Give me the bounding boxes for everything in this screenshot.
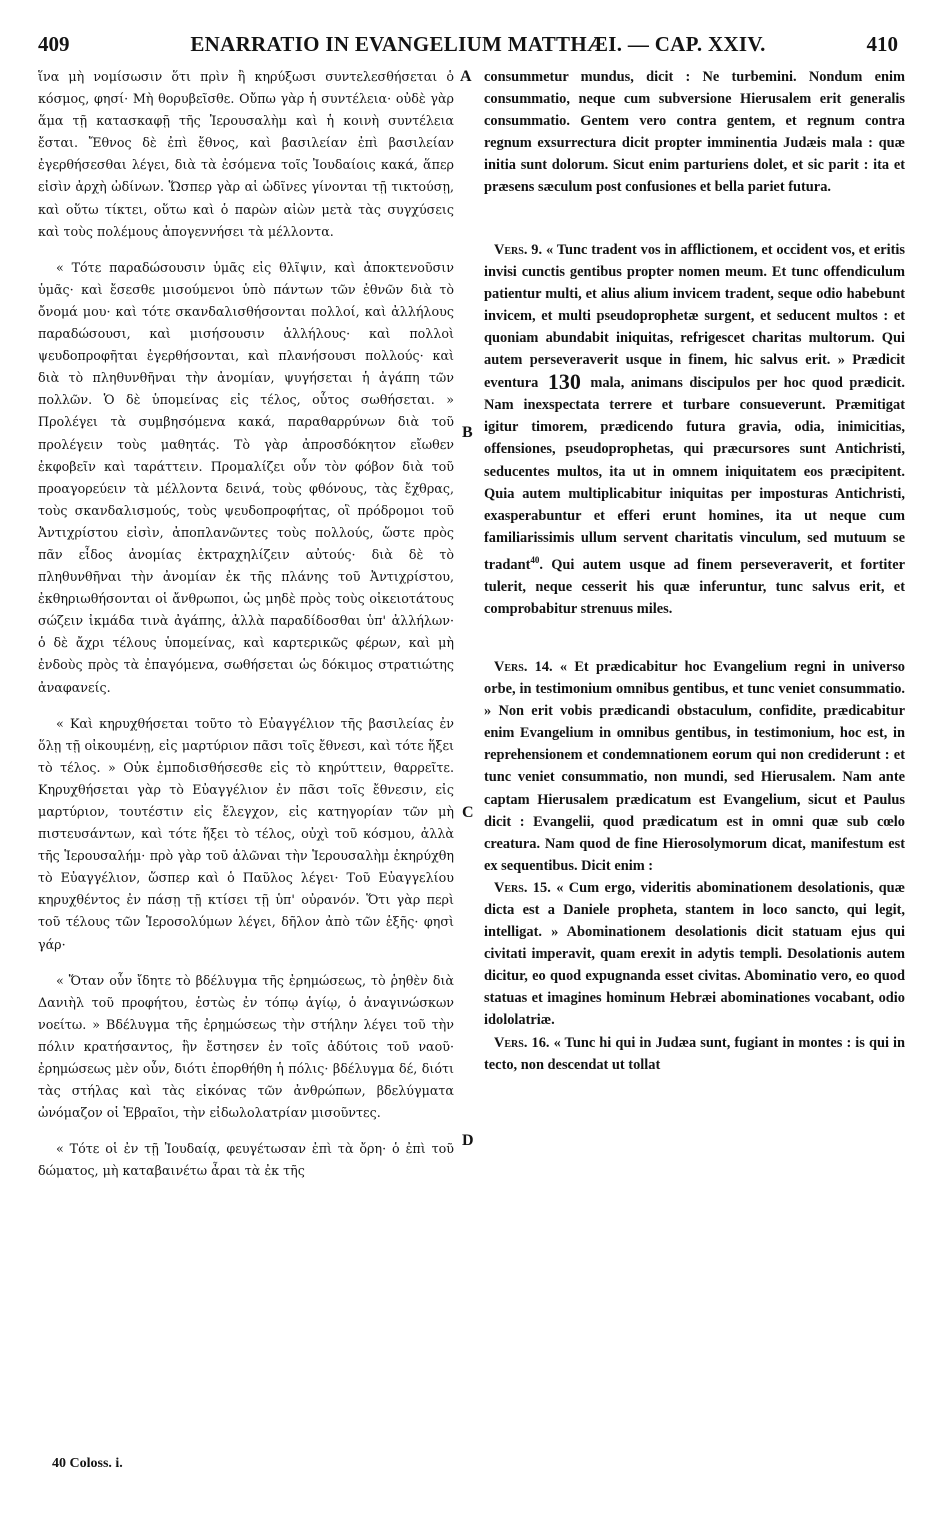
verse-text: « Et prædicabitur hoc Evangelium regni in universo orbe, in testimonium omnibus gentibus, et tunc veniet consummatio. » Non erit vobis prædicandi obstaculum, confidite, prædicabitur enim Evangelium in omnibus gentibus, in testimonium, hoc est, in reprehensionem et condemnationem eorum qui non crediderunt : et tunc veniet consummatio, non mundi, sed Hierusalem. Nam ante captam Hierusalem prædicatum est Evangelium, sicut et Paulus dicit : Evangelii, quod prædicatum est in omni quæ sub cœlo creatura. Nam quod de fine Hierosolymorum dicat, manifestum est ex sequentibus. Dicit enim : — [484, 658, 905, 874]
verse-label: Vers. 14. — [494, 658, 553, 675]
verse-label: Vers. 9. — [494, 241, 543, 258]
verse-label: Vers. 15. — [494, 879, 551, 896]
margin-marker-a: A — [460, 68, 472, 85]
latin-paragraph-vers-15 — [484, 877, 905, 1032]
latin-paragraph: consummetur mundus, dicit : Ne turbemini. Nondum enim consummatio, neque cum subversione Hierusalem erit generalis consummatio. Gentem vero contra gentem, et regnum contra regnum exsurrectura dicit propter imminentia Judæis mala : quæ initia sunt dolorum. Sicut enim parturiens dolet, et sic parit : ita et præsens sæculum post confusiones et bella pariet futura. — [484, 69, 905, 196]
latin-column — [484, 66, 905, 1076]
greek-paragraph: « Τότε οἱ ἐν τῇ Ἰουδαίᾳ, φευγέτωσαν ἐπὶ τὰ ὄρη· ὁ ἐπὶ τοῦ δώματος, μὴ καταβαινέτω ἆραι τὰ ἐκ τῆς — [38, 1141, 454, 1179]
running-title: ENARRATIO IN EVANGELIUM MATTHÆI. — CAP. XXIV. — [190, 32, 766, 56]
footnote-ref: 40 — [530, 554, 540, 565]
verse-text: . Qui autem usque ad finem perseveraverit, et fortiter tulerit, neque cesserit his quæ inferuntur, tunc salvus erit, et comprobabitur strenuus miles. — [484, 556, 905, 617]
margin-marker-d: D — [462, 1132, 474, 1149]
margin-marker-b: B — [462, 424, 473, 441]
footnote: 40 Coloss. i. — [52, 1456, 123, 1471]
running-header — [38, 32, 898, 66]
page-number-right: 410 — [866, 32, 898, 56]
verse-text: mala, animans discipulos per hoc quod prædicit. Nam inexspectata terrere et turbare consueverunt. Præmitigat igitur timorem, prædicendo futura gravia, odia, inimicitias, offensiones, pseudoprophetas, qui præcursores sunt Antichristi, seducentes multos, ita ut in omnem iniquitatem eos præcipitent. Quia autem multiplicabitur iniquitas per imposturas Antichristi, exasperabuntur et efferi erunt homines, ita ut neque cum familiarissimis ullum servent charitatis vinculum, sed mutuum se tradant — [484, 375, 905, 573]
greek-paragraph: « Ὅταν οὖν ἴδητε τὸ βδέλυγμα τῆς ἐρημώσεως, τὸ ῥηθὲν διὰ Δανιὴλ τοῦ προφήτου, ἑστὼς ἐν τόπῳ ἁγίῳ, ὁ ἀναγινώσκων νοείτω. » Βδέλυγμα τῆς ἐρημώσεως τὴν στήλην λέγει τοῦ τὴν πόλιν κρατήσαντος, ἣν ἔστησεν ἐν τοῖς ἀδύτοις τοῦ ναοῦ· ἐρημώσεως μὲν οὖν, διότι ἐπορθήθη ἡ πόλις· βδέλυγμα δέ, διότι τὰς στήλας καὶ τὰς εἰκόνας τῶν ἀνθρώπων, βδελύγματα ὠνόμαζον οἱ Ἑβραῖοι, τὴν εἰδωλολατρίαν μισοῦντες. — [38, 972, 454, 1121]
greek-column — [38, 66, 454, 1183]
latin-paragraph-vers-16 — [484, 1032, 905, 1076]
latin-paragraph-vers-14 — [484, 656, 905, 877]
page-number-left: 409 — [38, 32, 70, 56]
column-number: 130 — [547, 369, 581, 395]
greek-paragraph: ἵνα μὴ νομίσωσιν ὅτι πρὶν ἢ κηρύξωσι συντελεσθήσεται ὁ κόσμος, φησί· Μὴ θορυβεῖσθε. Οὔπω γὰρ ἡ συντέλεια· οὐδὲ γὰρ ἅμα τῇ κατασκαφῇ τῆς Ἱερουσαλὴμ καὶ ἡ κοινὴ συντέλεια ἔσται. Ἔθνος δὲ ἐπὶ ἔθνος, καὶ βασιλείαν ἐπὶ βασιλείαν ἐγερθήσεσθαι λέγει, διὰ τὰ ἐσόμενα τοῖς Ἰουδαίοις κακά, ἅπερ εἰσὶν ἀρχὴ ὠδίνων. Ὥσπερ γὰρ αἱ ὠδῖνες γίνονται τῇ τικτούσῃ, καὶ οὕτω τίκτει, οὕτω καὶ ὁ παρὼν αἰὼν μετὰ τὰς συγχύσεις καὶ τοὺς πολέμους ἀπογεννήσει τὰ μέλλοντα. — [38, 69, 454, 239]
latin-paragraph-vers-9 — [484, 239, 905, 620]
greek-paragraph: « Καὶ κηρυχθήσεται τοῦτο τὸ Εὐαγγέλιον τῆς βασιλείας ἐν ὅλῃ τῇ οἰκουμένῃ, εἰς μαρτύριον πᾶσι τοῖς ἔθνεσι, καὶ τότε ἥξει τὸ τέλος. » Οὐκ ἐμποδισθήσεσθε εἰς τὸ κηρύττειν, θαρρεῖτε. Κηρυχθήσεται γὰρ τὸ Εὐαγγέλιον ἐν πᾶσι τοῖς ἔθνεσιν, εἰς μαρτύριον, τουτέστιν εἰς ἔλεγχον, εἰς κατηγορίαν τῶν μὴ πιστευσάντων, καὶ τότε ἥξει τὸ τέλος, οὐχὶ τοῦ κόσμου, ἀλλὰ τῆς Ἱερουσαλήμ· πρὸ γὰρ τοῦ ἁλῶναι τὴν Ἱερουσαλὴμ ἐκηρύχθη τὸ Εὐαγγέλιον, ὥσπερ καὶ ὁ Παῦλος λέγει· Τοῦ Εὐαγγελίου κηρυχθέντος ἐν πάσῃ τῇ κτίσει τῇ ὑπ' οὐρανόν. Ὅτι γὰρ περὶ τοῦ τέλους τῶν Ἱεροσολύμων λέγει, δῆλον ἀπὸ τῶν ἑξῆς· φησὶ γάρ· — [38, 715, 454, 952]
verse-text: « Cum ergo, videritis abominationem desolationis, quæ dicta est a Daniele propheta, stantem in loco sancto, qui legit, intelligat. » Abominationem desolationis dicit statuam ejus qui civitati imperavit, quam erexit in adytis templi. Desolationis autem dicitur, eo quod expugnanda esset civitas. Abominatio vero, eo quod statuas et imagines hominum Hebræi abominationes vocabant, odio idololatriæ. — [484, 879, 905, 1029]
verse-text: « Tunc hi qui in Judæa sunt, fugiant in montes : is qui in tecto, non descendat ut tollat — [484, 1034, 906, 1073]
verse-text: « Tunc tradent vos in afflictionem, et occident vos, et eritis invisi cunctis gentibus propter nomen meum. Et tunc offendiculum patientur multi, et alius alium invicem tradent, seque odio habebunt invicem, et multi pseudoprophetæ surgent, et seducent multos : et quoniam abundabit iniquitas, refrigescet charitas multorum. Qui autem perseveraverit usque in finem, hic salvus erit. » Prædicit eventura — [484, 241, 905, 392]
margin-marker-c: C — [462, 804, 474, 821]
greek-paragraph: « Τότε παραδώσουσιν ὑμᾶς εἰς θλῖψιν, καὶ ἀποκτενοῦσιν ὑμᾶς· καὶ ἔσεσθε μισούμενοι ὑπὸ πάντων τῶν ἐθνῶν διὰ τὸ ὄνομά μου· καὶ τότε σκανδαλισθήσονται πολλοί, καὶ ἀλλήλους παραδώσουσι, καὶ μισήσουσιν ἀλλήλους· καὶ πολλοὶ ψευδοπροφῆται ἐγερθήσονται, καὶ πλανήσουσι πολλούς· καὶ διὰ τὸ πληθυνθῆναι τὴν ἀνομίαν, ψυγήσεται ἡ ἀγάπη τῶν πολλῶν. Ὁ δὲ ὑπομείνας εἰς τέλος, οὗτος σωθήσεται. » Προλέγει τὰ συμβησόμενα κακά, παραθαρρύνων διὰ τοῦ προλέγειν τοὺς μαθητάς. Τὸ γὰρ ἀπροσδόκητον εἴωθεν ἐκφοβεῖν καὶ ταράττειν. Προμαλίζει οὖν τὸν φόβον διὰ τοῦ προαγορεύειν τὰ μέλλοντα δεινά, τοὺς φθόνους, τὰς ἔχθρας, τοὺς σκανδαλισμούς, τοὺς ψευδοπροφήτας, οἳ πρόδρομοι τοῦ Ἀντιχρίστου εἰσὶν, ἀποπλανῶντες τοὺς πολλούς, ὥστε πρὸς πᾶν εἶδος ἀνομίας ἐκτραχηλίζειν αὐτούς· διὰ δὲ τὸ πληθυνθῆναι τὴν ἀνομίαν ἐκ τῆς πλάνης τοῦ Ἀντιχρίστου, ἐκθηριωθήσονται οἱ ἄνθρωποι, ὡς μηδὲ πρὸς τοὺς οἰκειοτάτους σώζειν ἰκμάδα τινὰ ἀγάπης, ἀλλὰ παραδίδοσθαι ὑπ' ἀλλήλων· ὁ δὲ ἄχρι τέλους ὑπομείνας, καὶ καρτερικῶς φέρων, καὶ μὴ ἐνδοὺς πρὸς τὰ ἐπαγόμενα, σωθήσεται ὡς δόκιμος στρατιώτης ἀναφανείς. — [38, 259, 454, 695]
verse-label: Vers. 16. — [494, 1034, 550, 1051]
